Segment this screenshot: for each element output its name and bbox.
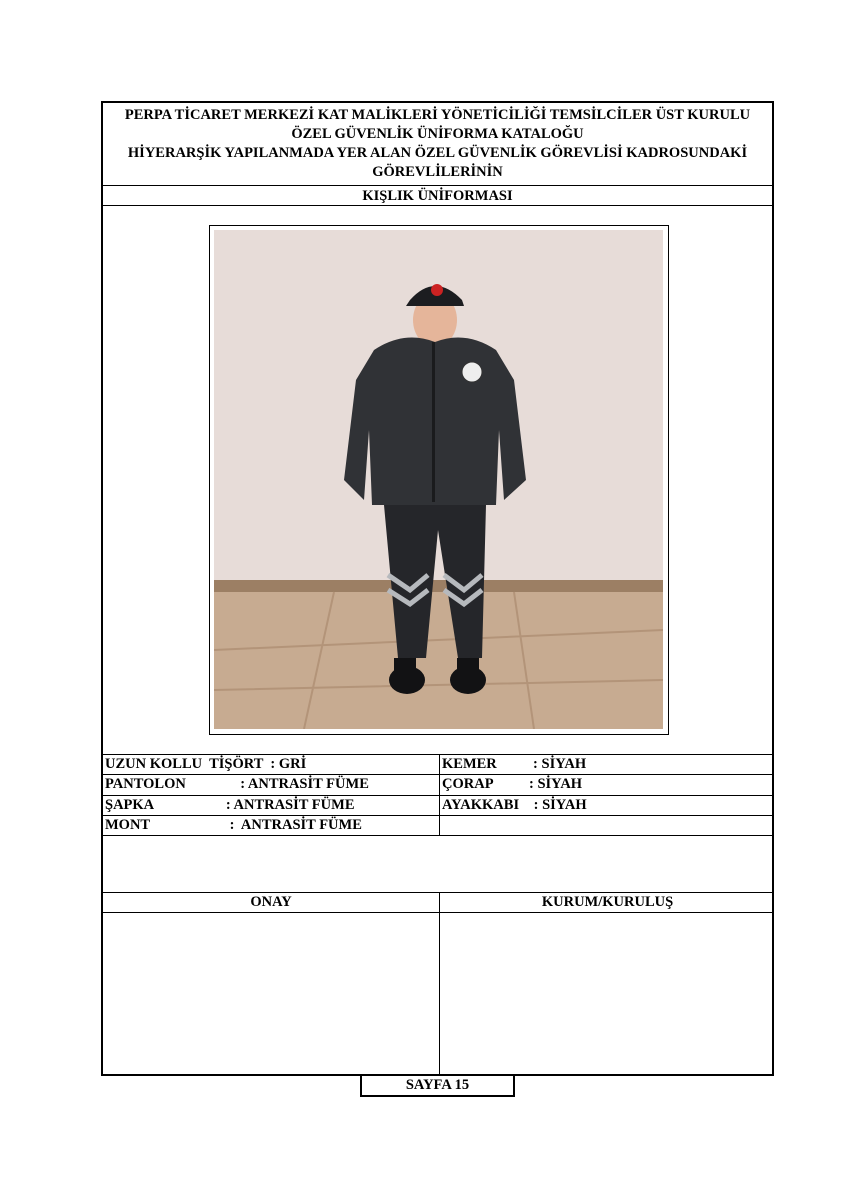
- spec-cap: ŞAPKA : ANTRASİT FÜME: [105, 797, 355, 813]
- divider: [103, 912, 772, 913]
- photo-frame: [209, 225, 669, 735]
- spec-socks: ÇORAP : SİYAH: [442, 776, 583, 792]
- approval-heading: ONAY: [250, 894, 292, 910]
- divider: [439, 892, 440, 1076]
- document-header: [103, 103, 772, 185]
- institution-heading: KURUM/KURULUŞ: [541, 894, 674, 910]
- divider: [103, 185, 772, 186]
- header-line-1: PERPA TİCARET MERKEZİ KAT MALİKLERİ YÖNETİCİLİĞİ TEMSİLCİLER ÜST KURULU: [124, 107, 751, 123]
- divider: [103, 835, 772, 836]
- uniformed-guard-photo-icon: [214, 230, 663, 729]
- spec-shoes: AYAKKABI : SİYAH: [442, 797, 587, 813]
- page-number: SAYFA 15: [360, 1075, 515, 1097]
- spec-tshirt: UZUN KOLLU TİŞÖRT : GRİ: [105, 756, 307, 772]
- divider: [439, 754, 440, 836]
- header-line-4: GÖREVLİLERİNİN: [372, 164, 503, 180]
- uniform-photo: [214, 230, 663, 729]
- catalog-frame: [101, 101, 774, 1076]
- spec-belt: KEMER : SİYAH: [442, 756, 587, 772]
- spec-coat: MONT : ANTRASİT FÜME: [105, 817, 362, 833]
- divider: [103, 205, 772, 206]
- header-line-3: HİYERARŞİK YAPILANMADA YER ALAN ÖZEL GÜVENLİK GÖREVLİSİ KADROSUNDAKİ: [127, 145, 748, 161]
- section-title: KIŞLIK ÜNİFORMASI: [362, 188, 513, 204]
- spec-trousers: PANTOLON : ANTRASİT FÜME: [105, 776, 369, 792]
- header-line-2: ÖZEL GÜVENLİK ÜNİFORMA KATALOĞU: [291, 126, 584, 142]
